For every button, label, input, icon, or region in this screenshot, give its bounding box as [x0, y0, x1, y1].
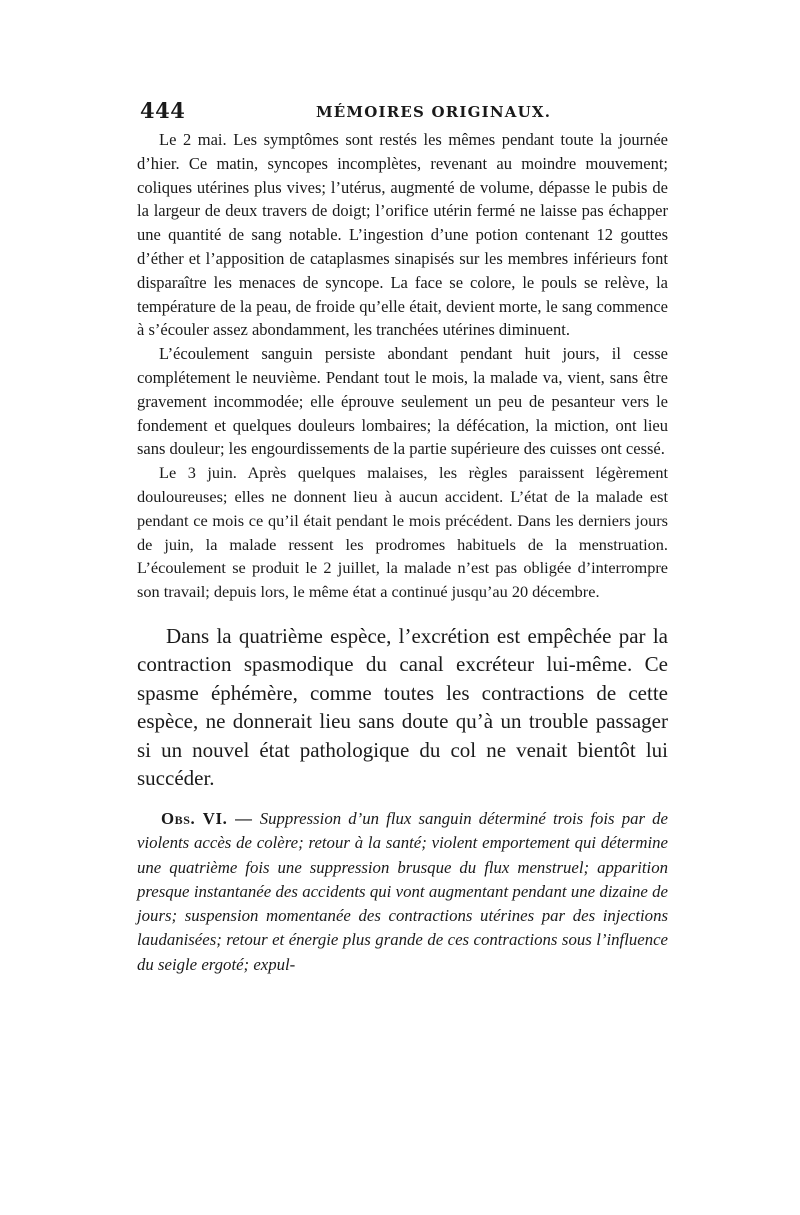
paragraph-flow-persists: L’écoulement sanguin persiste abondant pendant huit jours, il cesse complétement le neuvième. Pendant tout le mois, la malade va, vient, sans être gravement incommodée; elle éprouve seulement un peu de pesanteur vers le fondement et quelques douleurs lombaires; la défécation, la miction, ont lieu sans douleur; les engourdissements de la partie supérieure des cuisses ont cessé.: [137, 344, 668, 459]
paragraph-fourth-species: Dans la quatrième espèce, l’excrétion est empêchée par la contraction spasmodique du canal excréteur lui-même. Ce spasme éphémère, comme toutes les contractions de cette espèce, ne donnerait lieu sans doute qu’à un trouble passager si un nouvel état pathologique du col ne venait bientôt lui succéder.: [137, 623, 668, 791]
page-header: [138, 98, 668, 126]
paragraph-june-3: Le 3 juin. Après quelques malaises, les règles paraissent légèrement douloureuses; elles ne donnent lieu à aucun accident. L’état de la malade est pendant ce mois ce qu’il était pendant le mois précédent. Dans les derniers jours de juin, la malade ressent les prodromes habituels de la menstruation. L’écoulement se produit le 2 juillet, la malade n’est pas obligée d’interrompre son travail; depuis lors, le même état a continué jusqu’au 20 décembre.: [137, 463, 668, 602]
observation-summary: Suppression d’un flux sanguin déterminé trois fois par de violents accès de colère; retour à la santé; violent emportement qui détermine une quatrième fois une suppression brusque du flux menstruel; apparition presque instantanée des accidents qui vont augmentant pendant une dizaine de jours; suspension momentanée des contractions utérines par des injections laudanisées; retour et énergie plus grande de ces contractions sous l’influence du seigle ergoté; expul-: [137, 808, 669, 974]
page-body: [137, 128, 668, 994]
page-number: 444: [140, 98, 186, 123]
running-head: MÉMOIRES ORIGINAUX.: [316, 103, 552, 121]
observation-label: Obs. VI. —: [161, 808, 253, 828]
observation-vi: [137, 807, 668, 977]
paragraph-may-2: Le 2 mai. Les symptômes sont restés les mêmes pendant toute la journée d’hier. Ce matin, syncopes incomplètes, revenant au moindre mouvement; coliques utérines plus vives; l’utérus, augmenté de volume, dépasse le pubis de la largeur de deux travers de doigt; l’orifice utérin fermé ne laisse pas échapper une quantité de sang notable. L’ingestion d’une potion contenant 12 gouttes d’éther et l’apposition de cataplasmes sinapisés sur les membres inférieurs font disparaître les menaces de syncope. La face se colore, le pouls se relève, la température de la peau, de froide qu’elle était, devient morte, le sang commence à s’écouler assez abondamment, les tranchées utérines diminuent.: [137, 130, 668, 340]
